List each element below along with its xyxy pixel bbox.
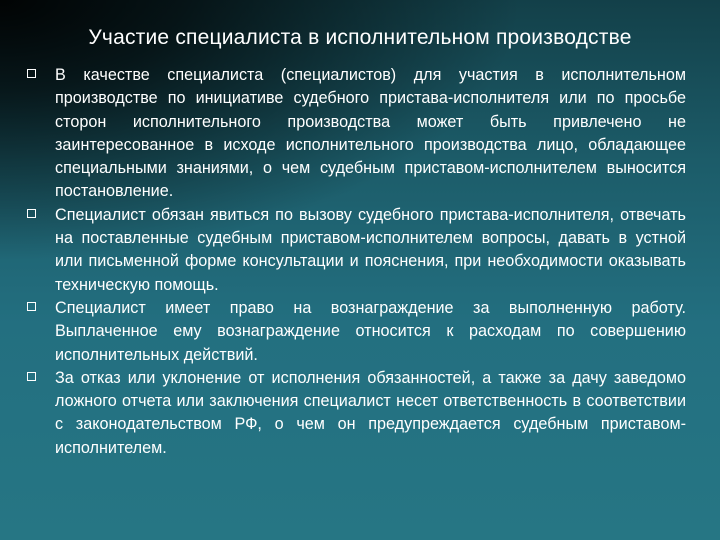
bullet-text: Специалист обязан явиться по вызову судебного пристава-исполнителя, отвечать на поставленные судебным приставом-исполнителем вопросы, давать в устной или письменной форме консультации и пояснения, при необходимости оказывать техническую помощь. — [55, 205, 686, 294]
list-item — [24, 64, 686, 204]
list-item — [24, 204, 686, 297]
bullet-text: Специалист имеет право на вознаграждение за выполненную работу. Выплаченное ему вознаграждение относится к расходам по совершению исполнительных действий. — [55, 298, 686, 364]
square-bullet-icon — [27, 209, 36, 218]
square-bullet-icon — [27, 372, 36, 381]
bullet-list — [24, 64, 686, 460]
square-bullet-icon — [27, 69, 36, 78]
bullet-text: В качестве специалиста (специалистов) для участия в исполнительном производстве по инициативе судебного пристава-исполнителя или по просьбе сторон исполнительного производства может быть привлечено не заинтересованное в исходе исполнительного производства лицо, обладающее специальными знаниями, о чем судебным приставом-исполнителем выносится постановление. — [55, 66, 686, 201]
list-item — [24, 367, 686, 460]
square-bullet-icon — [27, 302, 36, 311]
slide-title: Участие специалиста в исполнительном производстве — [88, 26, 632, 49]
list-item — [24, 297, 686, 367]
bullet-text: За отказ или уклонение от исполнения обязанностей, а также за дачу заведомо ложного отчета или заключения специалист несет ответственность в соответствии с законодательством РФ, о чем он предупреждается судебным приставом-исполнителем. — [55, 368, 686, 457]
